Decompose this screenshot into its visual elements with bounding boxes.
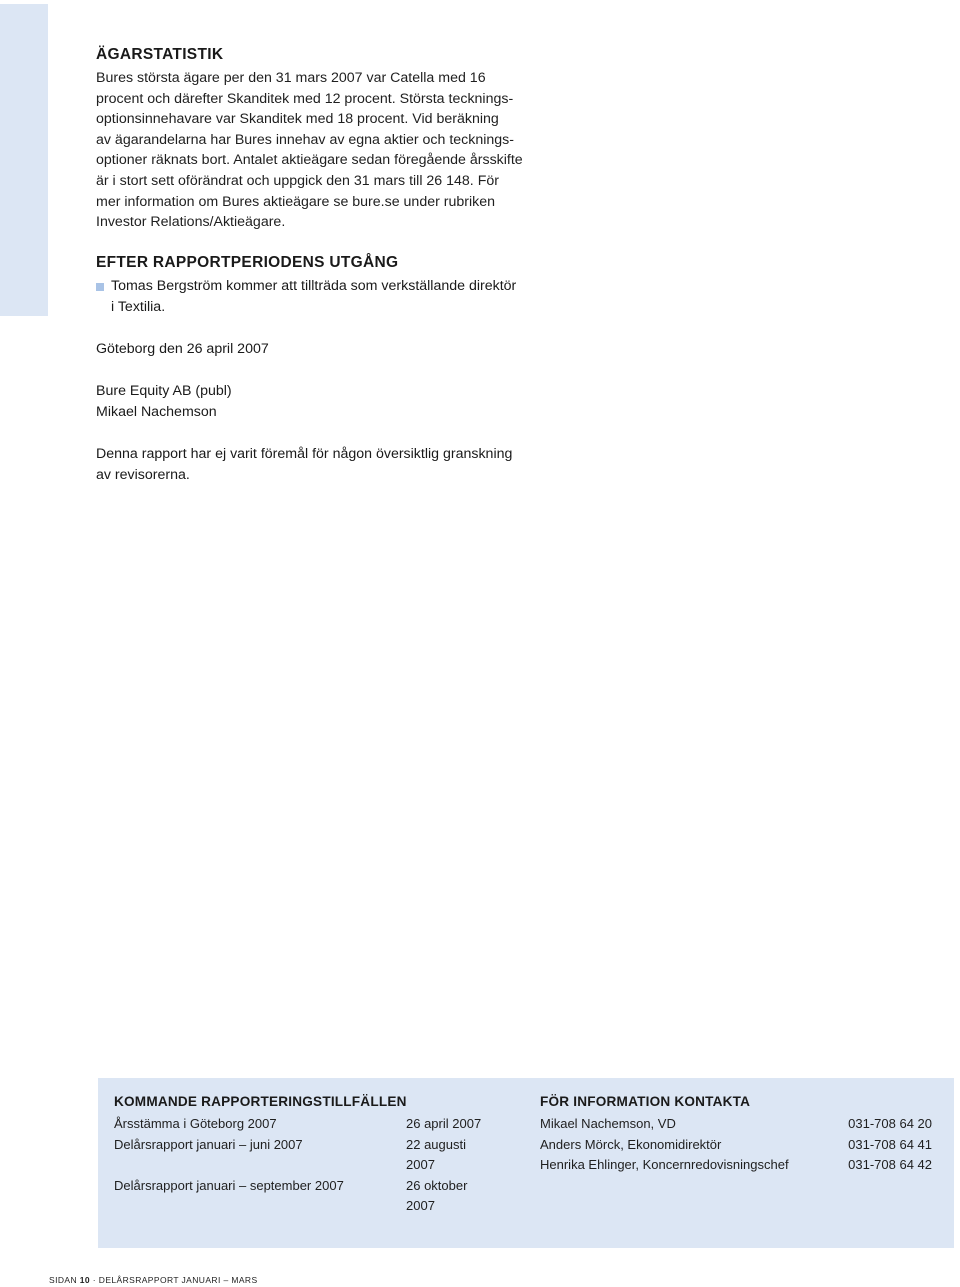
agarstatistik-heading: ÄGARSTATISTIK bbox=[96, 46, 224, 63]
event-label: Delårsrapport januari – juni 2007 bbox=[114, 1136, 303, 1152]
kommande-row bbox=[114, 1176, 498, 1217]
signature-block bbox=[96, 381, 526, 423]
page-footer bbox=[49, 1275, 258, 1285]
event-label: Årsstämma i Göteborg 2007 bbox=[114, 1116, 277, 1131]
kontakta-column bbox=[540, 1094, 932, 1176]
event-date: 26 april 2007 bbox=[406, 1116, 482, 1131]
event-label: Delårsrapport januari – september 2007 bbox=[114, 1177, 344, 1193]
place-date: Göteborg den 26 april 2007 bbox=[96, 340, 269, 357]
company-name: Bure Equity AB (publ) bbox=[96, 382, 232, 399]
page-number: 10 bbox=[79, 1275, 91, 1285]
bullet-square-icon bbox=[96, 283, 104, 291]
contact-phone: 031-708 64 41 bbox=[848, 1136, 932, 1152]
footer-title: DELÅRSRAPPORT JANUARI – MARS bbox=[98, 1275, 258, 1285]
kommande-row bbox=[114, 1114, 498, 1135]
agarstatistik-paragraph: Bures största ägare per den 31 mars 2007 var Catella med 16 procent och därefter Skanditek med 12 procent. Största tecknings- optionsinnehavare var Skanditek med 18 procent. Vid beräkning av ägarandelarna har Bures innehav av egna aktier och tecknings- optioner räknats bort. Antalet aktieägare sedan föregående årsskifte är i stort sett oförändrat och uppgick den 31 mars till 26 148. För mer information om Bures aktieägare se bure.se under rubriken Investor Relations/Aktieägare. bbox=[96, 70, 523, 231]
side-accent-bar bbox=[0, 4, 48, 316]
event-date: 22 augusti 2007 bbox=[406, 1136, 466, 1172]
contact-row bbox=[540, 1135, 932, 1156]
contact-phone: 031-708 64 20 bbox=[848, 1116, 932, 1131]
main-content bbox=[96, 46, 526, 486]
info-box bbox=[98, 1078, 954, 1248]
footer-prefix: SIDAN bbox=[49, 1275, 77, 1285]
kommande-row bbox=[114, 1135, 498, 1176]
contact-row bbox=[540, 1155, 932, 1176]
bullet-text: Tomas Bergström kommer att tillträda som verkställande direktör i Textilia. bbox=[111, 277, 517, 315]
contact-name: Anders Mörck, Ekonomidirektör bbox=[540, 1136, 722, 1152]
footer-separator: · bbox=[92, 1275, 97, 1285]
kommande-column bbox=[114, 1094, 498, 1217]
bullet-item bbox=[96, 276, 526, 318]
contact-name: Henrika Ehlinger, Koncernredovisningschef bbox=[540, 1157, 789, 1172]
contact-row bbox=[540, 1114, 932, 1135]
kontakta-heading: FÖR INFORMATION KONTAKTA bbox=[540, 1094, 751, 1109]
kommande-heading: KOMMANDE RAPPORTERINGSTILLFÄLLEN bbox=[114, 1094, 407, 1109]
event-date: 26 oktober 2007 bbox=[406, 1177, 468, 1213]
efter-rapportperioden-heading: EFTER RAPPORTPERIODENS UTGÅNG bbox=[96, 253, 399, 271]
contact-phone: 031-708 64 42 bbox=[848, 1157, 932, 1172]
contact-name: Mikael Nachemson, VD bbox=[540, 1116, 676, 1131]
signatory-name: Mikael Nachemson bbox=[96, 403, 217, 420]
disclaimer: Denna rapport har ej varit föremål för någon översiktlig granskning av revisorerna. bbox=[96, 445, 513, 483]
